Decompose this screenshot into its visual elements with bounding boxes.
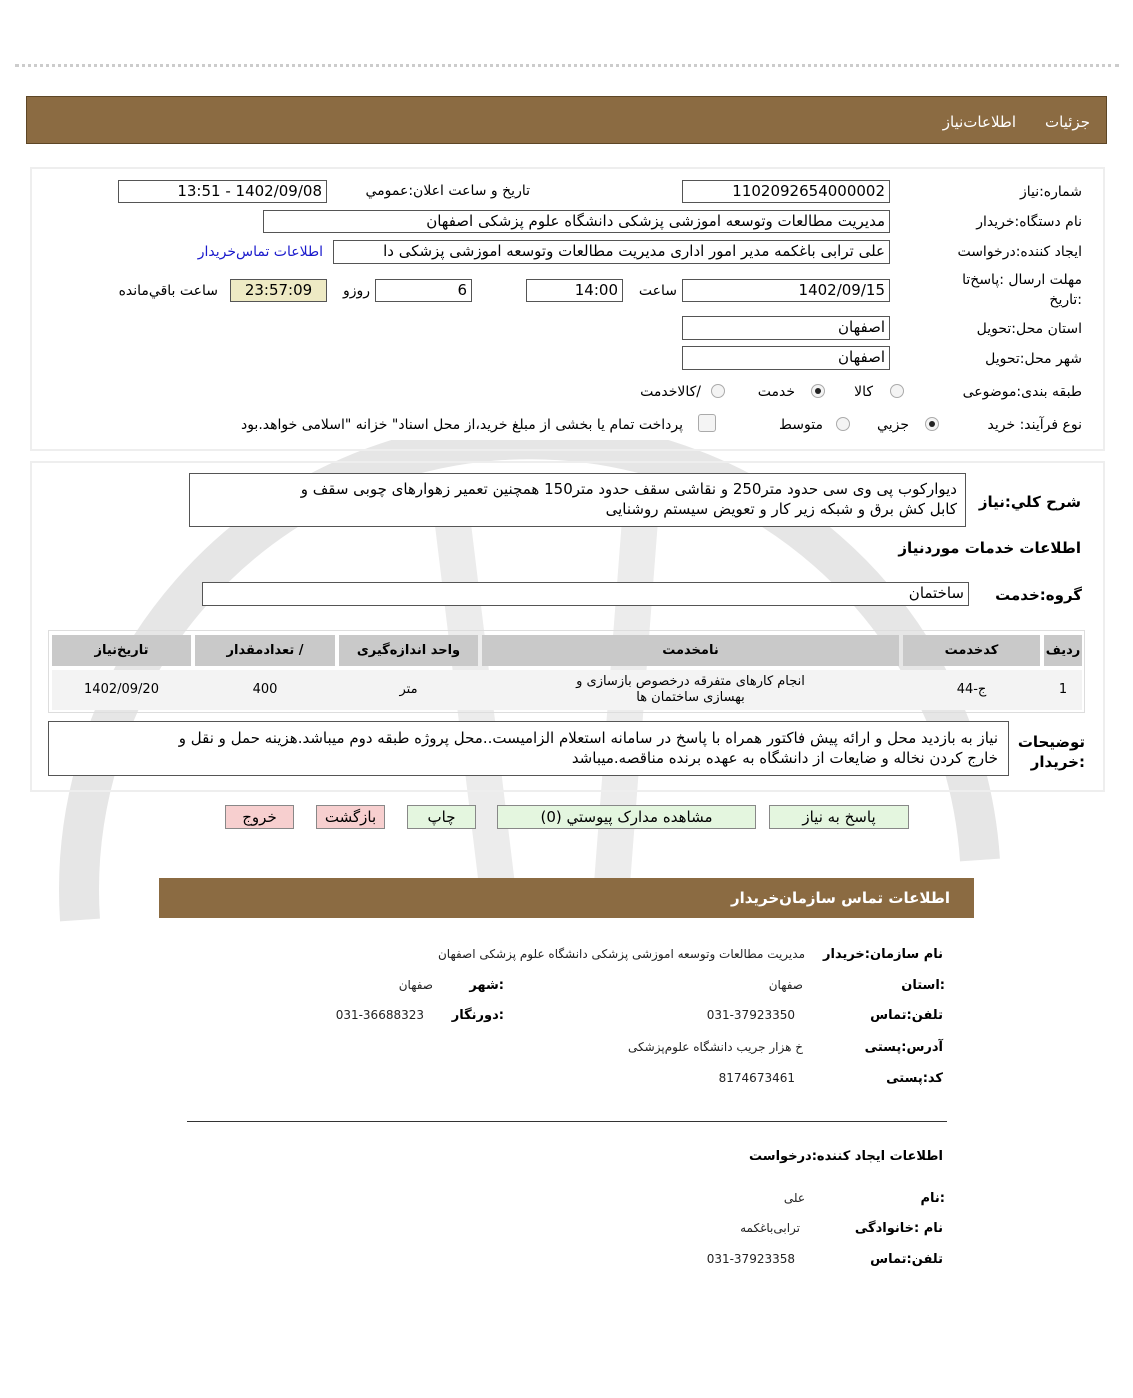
radio-goods[interactable] bbox=[890, 384, 904, 398]
radio-medium-label: متوسط bbox=[779, 417, 823, 433]
exit-button[interactable]: خروج bbox=[225, 805, 294, 829]
cell-row: 1 bbox=[1058, 682, 1068, 697]
creator-phone-label: تلفن:تماس bbox=[870, 1252, 943, 1267]
col-name: نامخدمت bbox=[482, 635, 899, 666]
name-value: علی bbox=[783, 1191, 805, 1205]
province-contact-label: :استان bbox=[901, 978, 945, 993]
tab-need-info[interactable]: اطلاعات‌نیاز bbox=[942, 113, 1016, 131]
print-button[interactable]: چاپ bbox=[407, 805, 476, 829]
cell-name bbox=[482, 670, 899, 710]
radio-small-label: جزیي bbox=[877, 417, 909, 433]
creator-info-title: اطلاعات ایجاد کننده:درخواست bbox=[749, 1149, 943, 1164]
days-label: روزو bbox=[342, 283, 370, 299]
deadline-label-2: :تاریخ bbox=[1049, 292, 1082, 308]
radio-medium[interactable] bbox=[836, 417, 850, 431]
summary-label: شرح کلي:نیاز bbox=[978, 493, 1081, 511]
col-unit: واحد اندازه‌گیری bbox=[339, 635, 478, 666]
cell-date: 1402/09/20 bbox=[84, 682, 159, 697]
cell-qty: 400 bbox=[252, 682, 278, 697]
fax-value: 031-36688323 bbox=[335, 1008, 424, 1022]
city-field[interactable]: اصفهان bbox=[682, 346, 890, 370]
col-row: ردیف bbox=[1044, 635, 1082, 666]
cell-name-line-1: انجام کارهای متفرقه درخصوص بازسازی و bbox=[576, 674, 805, 689]
radio-goods-service-label: /کالاخدمت bbox=[640, 384, 701, 400]
buyer-org-field[interactable]: مدیریت مطالعات وتوسعه اموزشی پزشکی دانشگاه علوم پزشکی اصفهان bbox=[263, 210, 890, 233]
radio-service[interactable] bbox=[811, 384, 825, 398]
phone-value: 031-37923350 bbox=[706, 1008, 795, 1022]
family-value: ترابی‌باغکمه bbox=[740, 1221, 800, 1235]
notes-label: توضیحات bbox=[1017, 733, 1085, 751]
days-field[interactable]: 6 bbox=[375, 279, 472, 302]
need-number-field[interactable]: 1102092654000002 bbox=[682, 180, 890, 203]
fax-label: :دورنگار bbox=[451, 1008, 504, 1023]
process-label: نوع فرآیند: خرید bbox=[987, 417, 1082, 433]
family-label: نام :خانوادگی bbox=[854, 1221, 943, 1236]
reply-button[interactable]: پاسخ به نیاز bbox=[769, 805, 909, 829]
deadline-date-field[interactable]: 1402/09/15 bbox=[682, 279, 890, 302]
buyer-org-label: نام دستگاه:خریدار bbox=[976, 214, 1082, 230]
notes-line-1: نیاز به بازدید محل و ارائه پیش فاکتور همراه با پاسخ در سامانه استعلام الزامیست..محل پروژه طبقه دوم میباشد.هزینه حمل و نقل و bbox=[178, 729, 998, 747]
summary-line-1: دیوارکوب پی وی سی حدود متر250 و نقاشی سقف حدود متر150 همچنین تعمیر زهوارهای چوبی سقف و bbox=[300, 480, 957, 498]
cell-unit: متر bbox=[399, 682, 418, 697]
buyer-contact-link[interactable]: اطلاعات تماس‌خریدار bbox=[197, 244, 323, 260]
payment-checkbox[interactable] bbox=[698, 414, 716, 432]
province-contact-value: صفهان bbox=[768, 978, 803, 992]
address-value: خ هزار جریب دانشگاه علوم‌پزشکی bbox=[628, 1040, 803, 1054]
creator-field[interactable]: علی ترابی باغکمه مدیر امور اداری مدیریت مطالعات وتوسعه اموزشی پزشکی دا bbox=[333, 240, 890, 264]
radio-service-label: خدمت bbox=[757, 384, 795, 400]
postal-label: کد:پستی bbox=[886, 1071, 943, 1086]
announce-field[interactable]: 1402/09/08 - 13:51 bbox=[118, 180, 327, 203]
remaining-label: ساعت باقي‌مانده bbox=[118, 283, 218, 299]
col-code: کدخدمت bbox=[903, 635, 1040, 666]
phone-label: تلفن:تماس bbox=[870, 1008, 943, 1023]
city-label: شهر محل:تحویل bbox=[985, 351, 1082, 367]
radio-goods-label: کالا bbox=[854, 384, 873, 400]
creator-label: ایجاد کننده:درخواست bbox=[957, 244, 1082, 260]
service-group-label: گروه:خدمت bbox=[995, 586, 1082, 604]
notes-label-2: :خریدار bbox=[1030, 753, 1085, 771]
province-field[interactable]: اصفهان bbox=[682, 316, 890, 340]
col-qty: / تعدادمقدار bbox=[195, 635, 335, 666]
attachments-button[interactable]: مشاهده مدارک پیوستي (0) bbox=[497, 805, 756, 829]
time-label: ساعت bbox=[638, 283, 677, 299]
summary-line-2: کابل کش برق و شبکه زیر کار و تعویض سیستم روشنایی bbox=[605, 500, 957, 518]
need-number-label: شماره:نیاز bbox=[1019, 184, 1082, 200]
col-date: تاریخ‌نیاز bbox=[52, 635, 191, 666]
postal-value: 8174673461 bbox=[718, 1071, 795, 1085]
name-label: :نام bbox=[920, 1191, 945, 1206]
radio-goods-service[interactable] bbox=[711, 384, 725, 398]
deadline-time-field[interactable]: 14:00 bbox=[526, 279, 623, 302]
radio-small[interactable] bbox=[925, 417, 939, 431]
contact-title: اطلاعات تماس سازمان‌خریدار bbox=[730, 889, 950, 907]
payment-note: پرداخت تمام یا بخشی از مبلغ خرید،از محل اسناد" خزانه "اسلامی خواهد.بود bbox=[240, 417, 683, 433]
province-label: استان محل:تحویل bbox=[976, 321, 1082, 337]
contact-divider bbox=[187, 1121, 947, 1122]
remaining-time-field: 23:57:09 bbox=[230, 279, 327, 302]
notes-field bbox=[48, 721, 1009, 776]
city-contact-label: :شهر bbox=[469, 978, 504, 993]
top-divider bbox=[15, 64, 1119, 67]
cell-code: ج-44 bbox=[956, 682, 987, 697]
org-value: مدیریت مطالعات وتوسعه اموزشی پزشکی دانشگاه علوم پزشکی اصفهان bbox=[437, 947, 805, 961]
cell-name-line-2: بهسازی ساختمان ها bbox=[636, 690, 745, 705]
org-label: نام سازمان:خریدار bbox=[823, 947, 943, 962]
notes-line-2: خارج کردن نخاله و ضایعات از دانشگاه به عهده برنده مناقصه.میباشد bbox=[571, 749, 998, 767]
announce-label: تاریخ و ساعت اعلان:عمومي bbox=[365, 183, 530, 199]
tab-details[interactable]: جزئیات bbox=[1045, 113, 1090, 131]
category-label: طبقه بندی:موضوعی bbox=[962, 384, 1082, 400]
deadline-label: مهلت ارسال :پاسخ‌تا bbox=[962, 272, 1082, 288]
summary-field bbox=[189, 473, 966, 527]
address-label: آدرس:پستی bbox=[864, 1040, 943, 1055]
creator-phone-value: 031-37923358 bbox=[706, 1252, 795, 1266]
services-title: اطلاعات خدمات موردنیاز bbox=[898, 539, 1081, 557]
back-button[interactable]: بازگشت bbox=[316, 805, 385, 829]
service-group-field[interactable]: ساختمان bbox=[202, 582, 969, 606]
city-contact-value: صفهان bbox=[398, 978, 433, 992]
